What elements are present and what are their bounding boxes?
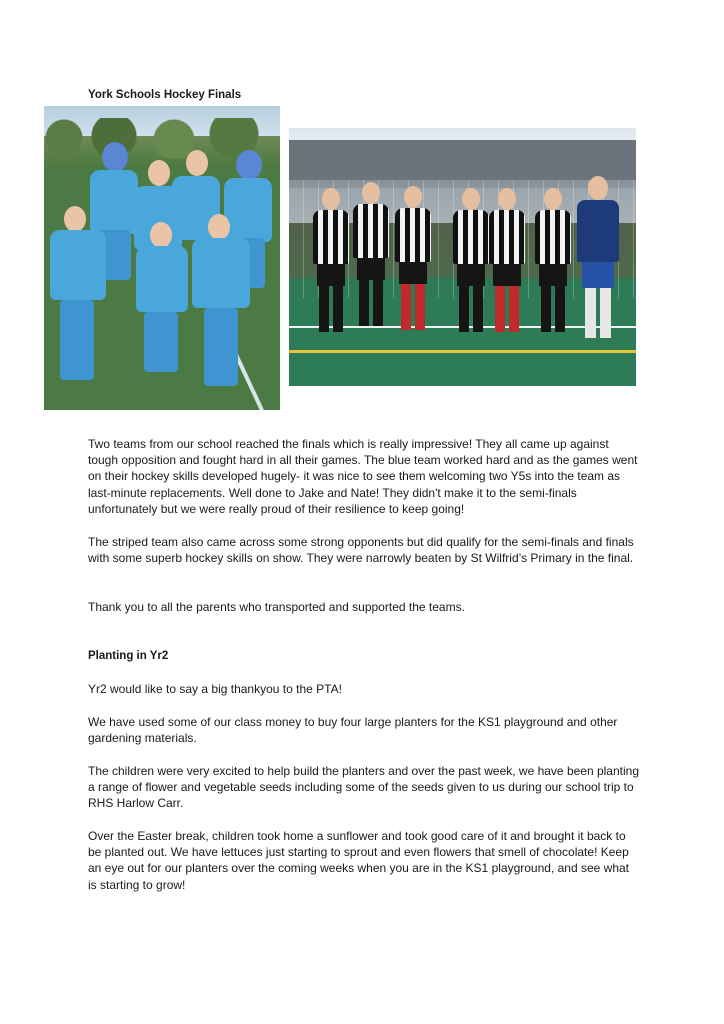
planting-paragraph-2: We have used some of our class money to buy four large planters for the KS1 playground and other gardening materials. [88, 715, 618, 746]
planting-paragraph-3: The children were very excited to help build the planters and over the past week, we have been planting a range of flower and vegetable seeds including some of the seeds given to us during our school trip to RHS Harlow Carr. [88, 764, 640, 811]
blue-team-photo [44, 106, 280, 410]
hockey-paragraph-1: Two teams from our school reached the finals which is really impressive! They all came up against tough opposition and fought hard in all their games. The blue team worked hard and as the games went on their hockey skills developed hugely- it was nice to see them welcoming two Y5s into the team as last-minute replacements. Well done to Jake and Nate! They didn't make it to the semi-finals unfortunately but we were really proud of their resilience to keep going! [88, 437, 638, 516]
planting-paragraph-4: Over the Easter break, children took home a sunflower and took good care of it and brought it back to be planted out. We have lettuces just starting to sprout and even flowers that smell of chocolate! Keep an eye out for our planters over the coming weeks when you are in the KS1 playground, and see what is starting to grow! [88, 829, 629, 892]
hockey-paragraph-3: Thank you to all the parents who transported and supported the teams. [88, 600, 465, 614]
striped-team-photo [289, 128, 636, 386]
planting-heading: Planting in Yr2 [88, 650, 169, 662]
hockey-paragraph-2: The striped team also came across some strong opponents but did qualify for the semi-finals and finals with some superb hockey skills on show. They were narrowly beaten by St Wilfrid’s Primary in the final. [88, 535, 634, 566]
hockey-heading: York Schools Hockey Finals [88, 89, 242, 101]
planting-paragraph-1: Yr2 would like to say a big thankyou to the PTA! [88, 682, 342, 696]
